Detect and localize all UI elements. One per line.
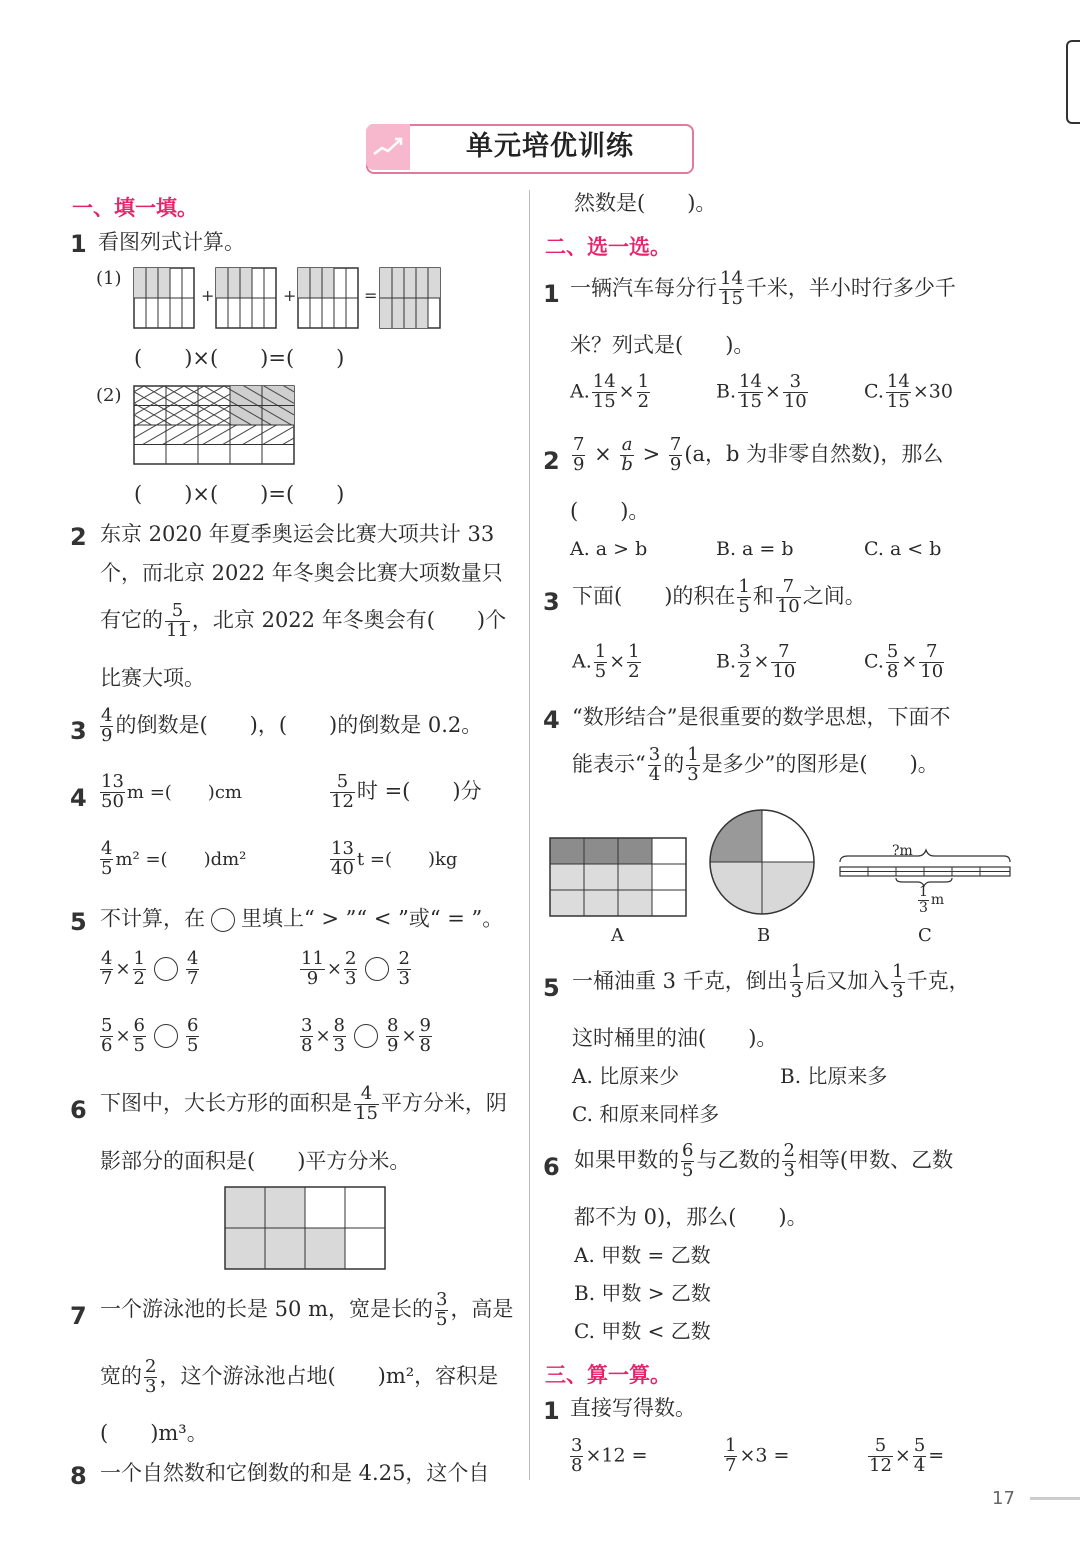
plus-sign-1: +	[201, 286, 215, 305]
q3-text: $\frac{4}{9}$ 的倒数是( )，( )的倒数是 0.2。	[101, 705, 483, 746]
q5-text: 不计算，在 里填上“ > ”“ < ”或“ = ”。	[100, 906, 504, 931]
s2-q3-option-a[interactable]: A. $\frac{1}{5}$ × $\frac{1}{2}$	[572, 641, 640, 682]
s2-q6-option-a[interactable]: A. 甲数 = 乙数	[574, 1243, 711, 1267]
q2-number: 2	[70, 523, 87, 551]
q7-line1: 一个游泳池的长是 50 m，宽是长的 $\frac{3}{5}$ ，高是	[100, 1289, 514, 1330]
s2-q2-option-b[interactable]: B. a = b	[716, 538, 794, 560]
page-number-rule	[1030, 1497, 1080, 1500]
q8-line2: 然数是( )。	[574, 191, 717, 215]
q1-number: 1	[70, 230, 87, 258]
s2-q3-option-c[interactable]: C. $\frac{5}{8}$ × $\frac{7}{10}$	[864, 641, 944, 682]
s2-q4-figure-b	[709, 809, 819, 919]
compare-circle-icon	[211, 908, 235, 932]
section-choose-heading: 二、选一选。	[545, 235, 671, 259]
s2-q2-line1: $\frac{7}{9}$ × $\frac{a}{b}$ > $\frac{7}{9}$ (a，b 为非零自然数)，那么	[573, 434, 944, 475]
page-edge-tab	[1066, 40, 1080, 124]
s3-q1-item-a[interactable]: $\frac{3}{8}$ ×12 =	[571, 1435, 648, 1476]
q4-d: $\frac{13}{40}$ t =( )kg	[331, 838, 458, 879]
q5-item-c: $\frac{5}{6}$ × $\frac{6}{5}$ $\frac{6}{5}$	[101, 1015, 199, 1056]
q2-line3: 有它的 $\frac{5}{11}$ ，北京 2022 年冬奥会有( )个	[100, 600, 507, 641]
s2-q5-option-a[interactable]: A. 比原来少	[572, 1064, 680, 1088]
q5-item-b: $\frac{11}{9}$ × $\frac{2}{3}$ $\frac{2}{3}$	[301, 948, 410, 989]
grid-result	[380, 268, 440, 328]
s2-q6-option-c[interactable]: C. 甲数 < 乙数	[574, 1319, 711, 1343]
s2-q4-qm-label: ?m	[892, 843, 913, 859]
q5-number: 5	[70, 908, 87, 936]
q7-line2: 宽的 $\frac{2}{3}$ ，这个游泳池占地( )m²，容积是	[100, 1356, 499, 1397]
q2-line1: 东京 2020 年夏季奥运会比赛大项共计 33	[100, 522, 495, 546]
q5-item-a: $\frac{4}{7}$ × $\frac{1}{2}$ $\frac{4}{7}$	[101, 948, 199, 989]
s2-q2-number: 2	[543, 447, 560, 475]
s2-q4-label-b[interactable]: B	[757, 925, 771, 946]
s2-q4-line2: 能表示“ $\frac{3}{4}$ 的 $\frac{1}{3}$ 是多少”的图形是( )。	[572, 744, 939, 785]
s2-q4-third-label: $\frac{1}{3}$ m	[919, 884, 945, 916]
chart-trend-icon	[366, 124, 410, 170]
q4-a: $\frac{13}{50}$ m =( )cm	[101, 771, 242, 812]
s2-q2-option-a[interactable]: A. a > b	[570, 538, 648, 560]
column-divider	[529, 190, 530, 1480]
section-calc-heading: 三、算一算。	[545, 1363, 671, 1387]
section-fill-heading: 一、填一填。	[72, 196, 198, 220]
q1-part2-blank[interactable]: ( )×( )=( )	[134, 482, 345, 506]
q8-number: 8	[70, 1462, 87, 1490]
s2-q3-option-b[interactable]: B. $\frac{3}{2}$ × $\frac{7}{10}$	[716, 641, 796, 682]
q4-b: $\frac{5}{12}$ 时 =( )分	[331, 771, 482, 812]
s2-q5-option-c[interactable]: C. 和原来同样多	[572, 1102, 720, 1126]
s2-q6-option-b[interactable]: B. 甲数 > 乙数	[574, 1281, 711, 1305]
q1-part2-label: (2)	[96, 385, 122, 406]
s2-q5-line1: 一桶油重 3 千克，倒出 $\frac{1}{3}$ 后又加入 $\frac{1}{3}$ 千克，	[572, 961, 970, 1002]
s2-q6-number: 6	[543, 1153, 560, 1181]
equals-sign: =	[364, 286, 378, 305]
s2-q5-line2: 这时桶里的油( )。	[572, 1026, 778, 1050]
s2-q3-text: 下面( )的积在 $\frac{1}{5}$ 和 $\frac{7}{10}$ 之间。	[572, 576, 866, 617]
q2-line4: 比赛大项。	[100, 666, 205, 690]
s3-q1-number: 1	[543, 1397, 560, 1425]
s3-q1-item-c[interactable]: $\frac{5}{12}$ × $\frac{5}{4}$ =	[869, 1435, 945, 1476]
s2-q4-label-a[interactable]: A	[611, 925, 624, 946]
s2-q2-line2: ( )。	[570, 499, 650, 523]
s2-q4-line1: “数形结合”是很重要的数学思想，下面不	[572, 705, 951, 729]
q1-part1-blank[interactable]: ( )×( )=( )	[134, 346, 345, 370]
s2-q6-line1: 如果甲数的 $\frac{6}{5}$ 与乙数的 $\frac{2}{3}$ 相等(甲数、乙数	[574, 1140, 954, 1181]
plus-sign-2: +	[283, 286, 297, 305]
q7-line3: ( )m³。	[100, 1421, 208, 1445]
s2-q5-number: 5	[543, 974, 560, 1002]
s2-q4-number: 4	[543, 706, 560, 734]
q7-number: 7	[70, 1302, 87, 1330]
q3-number: 3	[70, 717, 87, 745]
s2-q3-number: 3	[543, 588, 560, 616]
q6-line1: 下图中，大长方形的面积是 $\frac{4}{15}$ 平方分米，阴	[100, 1083, 507, 1124]
s2-q4-label-c[interactable]: C	[918, 925, 932, 946]
s2-q1-number: 1	[543, 280, 560, 308]
q1-part1-label: (1)	[96, 268, 122, 289]
s2-q1-line2: 米？列式是( )。	[570, 333, 755, 357]
s2-q5-option-b[interactable]: B. 比原来多	[780, 1064, 888, 1088]
s2-q1-line1: 一辆汽车每分行 $\frac{14}{15}$ 千米，半小时行多少千	[570, 268, 956, 309]
s3-q1-text: 直接写得数。	[570, 1396, 696, 1420]
q1-text: 看图列式计算。	[98, 230, 245, 254]
s2-q1-option-b[interactable]: B. $\frac{14}{15}$ × $\frac{3}{10}$	[716, 371, 807, 412]
q2-line2: 个，而北京 2022 年冬奥会比赛大项数量只	[100, 561, 503, 585]
q1-part2-figure	[134, 386, 296, 466]
grid-c	[298, 268, 358, 328]
s2-q1-option-a[interactable]: A. $\frac{14}{15}$ × $\frac{1}{2}$	[570, 371, 650, 412]
grid-a	[134, 268, 194, 328]
page-title: 单元培优训练	[466, 131, 634, 162]
q6-line2: 影部分的面积是( )平方分米。	[100, 1149, 411, 1173]
s3-q1-item-b[interactable]: $\frac{1}{7}$ ×3 =	[725, 1435, 790, 1476]
q8-line1: 一个自然数和它倒数的和是 4.25，这个自	[100, 1461, 490, 1485]
page-number: 17	[992, 1488, 1015, 1509]
s2-q2-option-c[interactable]: C. a < b	[864, 538, 942, 560]
q5-item-d: $\frac{3}{8}$ × $\frac{8}{3}$ $\frac{8}{9}$ × $\frac{9}{8}$	[301, 1015, 431, 1056]
q6-number: 6	[70, 1096, 87, 1124]
s2-q1-option-c[interactable]: C. $\frac{14}{15}$ ×30	[864, 371, 953, 412]
s2-q4-figure-a	[550, 838, 690, 918]
q4-number: 4	[70, 784, 87, 812]
q6-figure	[225, 1187, 389, 1271]
s2-q6-line2: 都不为 0)，那么( )。	[574, 1205, 808, 1229]
grid-b	[216, 268, 276, 328]
q4-c: $\frac{4}{5}$ m² =( )dm²	[101, 838, 247, 879]
